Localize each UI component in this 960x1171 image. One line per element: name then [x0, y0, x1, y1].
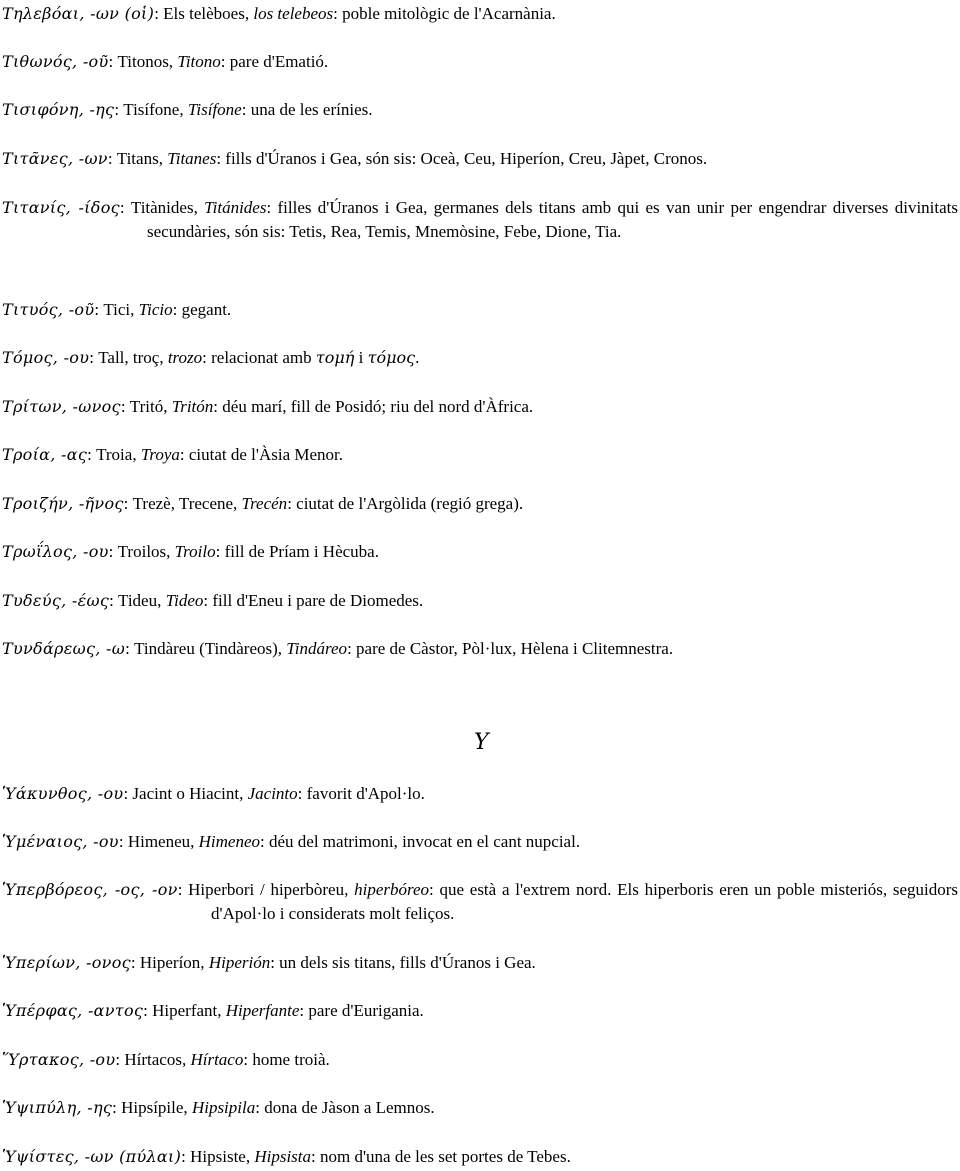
- headword: Τηλεβόαι, -ων (οἱ): [2, 4, 155, 23]
- definition: .: [415, 348, 420, 367]
- definition: : favorit d'Apol·lo.: [297, 784, 425, 803]
- definition: : fill de Príam i Hècuba.: [215, 542, 379, 561]
- spanish-term: Jacinto: [247, 784, 298, 803]
- headword: Τροιζήν, -ῆνος: [2, 494, 124, 513]
- spanish-term: Titono: [177, 52, 221, 71]
- entry-hiperbori: [2, 878, 958, 926]
- spanish-term: Hipsipila: [191, 1098, 256, 1117]
- definition: : Hiperbori / hiperbòreu,: [177, 880, 355, 899]
- definition: : que està a l'extrem nord. Els hiperboris eren un poble misteriós, seguidors d'Apol·lo i considerats molt feliços.: [211, 880, 958, 923]
- spanish-term: Hiperión: [208, 953, 271, 972]
- definition: : Titànides,: [119, 198, 205, 217]
- headword: Ὑμέναιος, -ου: [2, 832, 119, 851]
- entry-hipsiste: [2, 1145, 958, 1169]
- definition: : un dels sis titans, fills d'Úranos i Gea.: [270, 953, 536, 972]
- headword: Τυνδάρεως, -ω: [2, 639, 126, 658]
- definition: : home troià.: [243, 1050, 330, 1069]
- spanish-term: trozo: [167, 348, 203, 367]
- spanish-term: Hírtaco: [190, 1050, 244, 1069]
- spanish-term: Tisífone: [187, 100, 242, 119]
- headword: Τρίτων, -ωνος: [2, 397, 121, 416]
- entry-jacint: [2, 782, 958, 806]
- definition: : ciutat de l'Argòlida (regió grega).: [287, 494, 524, 513]
- headword: Ὑψίστες, -ων (πύλαι): [2, 1147, 182, 1166]
- definition: : Titans,: [107, 149, 168, 168]
- headword: Τιτυός, -οῦ: [2, 300, 95, 319]
- spanish-term: Troya: [140, 445, 180, 464]
- entry-titanides: [2, 196, 958, 244]
- headword: Τισιφόνη, -ης: [2, 100, 115, 119]
- definition: : filles d'Úranos i Gea, germanes dels titans amb qui es van unir per engendrar diverses divinitats secundàries, són sis: Tetis, Rea, Temis, Mnemòsine, Febe, Dione, Tia.: [147, 198, 958, 241]
- definition: : Hipsiste,: [181, 1147, 255, 1166]
- entry-troilos: [2, 540, 958, 564]
- entry-tomos: [2, 346, 958, 370]
- section-letter: Υ: [474, 730, 489, 755]
- definition: : relacionat amb: [202, 348, 316, 367]
- definition: : gegant.: [172, 300, 232, 319]
- definition: : dona de Jàson a Lemnos.: [255, 1098, 435, 1117]
- spanish-term: Titánides: [204, 198, 267, 217]
- definition: : Troia,: [87, 445, 141, 464]
- entry-titonos: [2, 50, 958, 74]
- headword: Ὑψιπύλη, -ης: [2, 1098, 113, 1117]
- definition: : una de les erínies.: [241, 100, 373, 119]
- spanish-term: Hiperfante: [225, 1001, 300, 1020]
- definition: : pare de Càstor, Pòl·lux, Hèlena i Clitemnestra.: [347, 639, 674, 658]
- definition: : poble mitològic de l'Acarnània.: [333, 4, 556, 23]
- definition: : nom d'una de les set portes de Tebes.: [311, 1147, 571, 1166]
- entry-trece: [2, 492, 958, 516]
- definition: : Tindàreu (Tindàreos),: [125, 639, 287, 658]
- spanish-term: Trecén: [241, 494, 288, 513]
- definition: : Tici,: [94, 300, 139, 319]
- entry-tindareu: [2, 637, 958, 661]
- definition: : Tall, troç,: [89, 348, 168, 367]
- greek-term: τόμος: [367, 348, 416, 367]
- definition: : Hírtacos,: [115, 1050, 191, 1069]
- definition: i: [354, 348, 368, 367]
- spanish-term: Tritón: [171, 397, 214, 416]
- definition: : déu del matrimoni, invocat en el cant nupcial.: [260, 832, 581, 851]
- definition: : Trezè, Trecene,: [123, 494, 242, 513]
- definition: : Tideu,: [109, 591, 166, 610]
- entry-hiperion: [2, 951, 958, 975]
- entry-tici: [2, 298, 958, 322]
- spanish-term: Ticio: [138, 300, 173, 319]
- definition: : pare d'Eurigania.: [299, 1001, 424, 1020]
- entry-titans: [2, 147, 958, 171]
- entry-himeneu: [2, 830, 958, 854]
- definition: : Hiperfant,: [143, 1001, 226, 1020]
- definition: : Tritó,: [120, 397, 172, 416]
- spanish-term: Troilo: [174, 542, 216, 561]
- headword: Ὑάκυνθος, -ου: [2, 784, 124, 803]
- definition: : Tisífone,: [114, 100, 188, 119]
- headword: Τιθωνός, -οῦ: [2, 52, 109, 71]
- entry-tisifone: [2, 98, 958, 122]
- spanish-term: Tideo: [165, 591, 204, 610]
- definition: : Hiperíon,: [130, 953, 209, 972]
- definition: : fills d'Úranos i Gea, són sis: Oceà, Ceu, Hiperíon, Creu, Jàpet, Cronos.: [216, 149, 708, 168]
- definition: : ciutat de l'Àsia Menor.: [179, 445, 344, 464]
- spanish-term: Titanes: [167, 149, 217, 168]
- entry-hirtacos: [2, 1048, 958, 1072]
- definition: : pare d'Ematió.: [220, 52, 329, 71]
- greek-term: τομή: [315, 348, 355, 367]
- entry-hiperfant: [2, 999, 958, 1023]
- definition: : Hipsípile,: [112, 1098, 192, 1117]
- definition: : Troilos,: [108, 542, 175, 561]
- definition: : Himeneu,: [118, 832, 199, 851]
- entry-hipsipile: [2, 1096, 958, 1120]
- definition: : Jacint o Hiacint,: [123, 784, 248, 803]
- headword: Τρωΐλος, -ου: [2, 542, 109, 561]
- definition: : Els telèboes,: [154, 4, 254, 23]
- headword: Ὑπερβόρεος, -ος, -ον: [2, 880, 178, 899]
- spanish-term: hiperbóreo: [354, 880, 430, 899]
- headword: Ὑπέρφας, -αντος: [2, 1001, 144, 1020]
- definition: : fill d'Eneu i pare de Diomedes.: [203, 591, 424, 610]
- entry-troia: [2, 443, 958, 467]
- entry-trito: [2, 395, 958, 419]
- entry-tideu: [2, 589, 958, 613]
- entry-telebeos: [2, 2, 958, 26]
- headword: Τιτανίς, -ίδος: [2, 198, 120, 217]
- spanish-term: Tindáreo: [286, 639, 348, 658]
- spanish-term: los telebeos: [253, 4, 334, 23]
- headword: Τροία, -ας: [2, 445, 88, 464]
- headword: Τιτᾶνες, -ων: [2, 149, 108, 168]
- spanish-term: Hipsista: [254, 1147, 312, 1166]
- definition: : déu marí, fill de Posidó; riu del nord d'Àfrica.: [213, 397, 534, 416]
- definition: : Titonos,: [108, 52, 178, 71]
- headword: Ὕρτακος, -ου: [2, 1050, 116, 1069]
- spanish-term: Himeneo: [198, 832, 261, 851]
- headword: Ὑπερίων, -ονος: [2, 953, 131, 972]
- headword: Τυδεύς, -έως: [2, 591, 110, 610]
- headword: Τόμος, -ου: [2, 348, 90, 367]
